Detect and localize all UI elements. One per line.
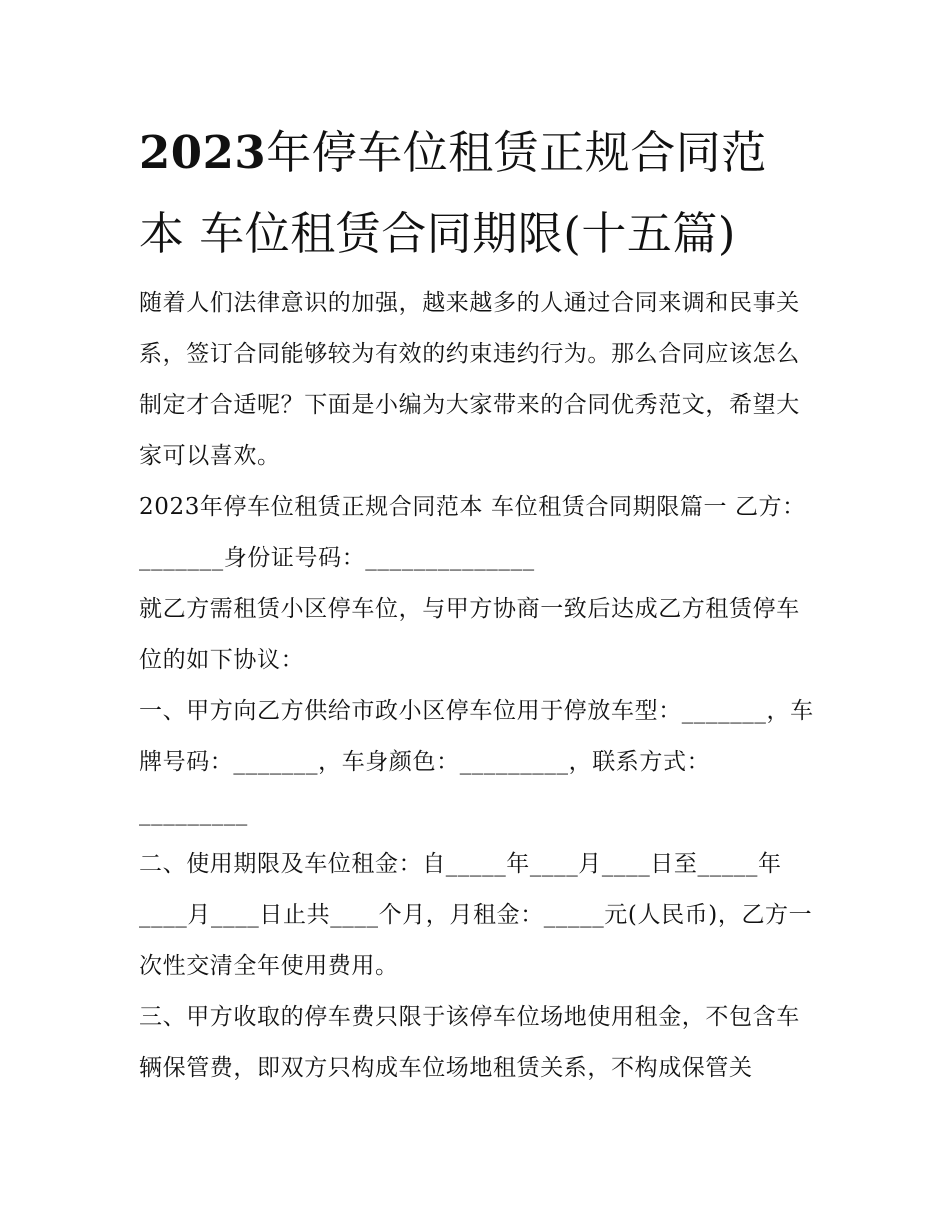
title-line1-text: 年停车位租赁正规合同范 xyxy=(266,126,767,179)
clause-2-paragraph: 二、使用期限及车位租金：自_____年____月____日至_____年____月____日止共____个月，月租金：_____元(人民币)，乙方一次性交清全年使用费用。 xyxy=(139,851,813,979)
intro-paragraph: 随着人们法律意识的加强，越来越多的人通过合同来调和民事关系，签订合同能够较为有效的约束违约行为。那么合同应该怎么制定才合适呢？下面是小编为大家带来的合同优秀范文，希望大家可以喜欢。 xyxy=(139,290,800,469)
title-year: 2023 xyxy=(139,126,267,179)
contract-heading-paragraph: 2023年停车位租赁正规合同范本 车位租赁合同期限篇一 乙方：_______身份证号码：______________ xyxy=(139,494,806,571)
clause-3-paragraph: 三、甲方收取的停车费只限于该停车位场地使用租金，不包含车辆保管费，即双方只构成车位场地租赁关系，不构成保管关 xyxy=(139,1004,800,1081)
document-title xyxy=(139,112,829,274)
document-body xyxy=(139,278,819,1094)
title-line2-text: 本 车位租赁合同期限(十五篇) xyxy=(139,207,736,260)
agreement-preamble-paragraph: 就乙方需租赁小区停车位，与甲方协商一致后达成乙方租赁停车位的如下协议： xyxy=(139,596,800,673)
clause-1-paragraph: 一、甲方向乙方供给市政小区停车位用于停放车型：_______，车牌号码：_______，车身颜色：_________，联系方式：_________ xyxy=(139,698,814,826)
